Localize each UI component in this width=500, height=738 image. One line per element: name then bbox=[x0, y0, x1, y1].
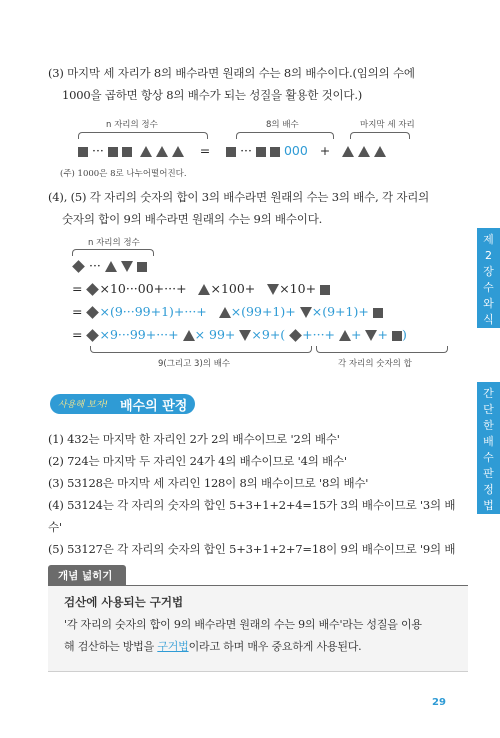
expr-2a: ×10···00+···+ bbox=[99, 281, 187, 296]
expr-3c: ×(9+1)+ bbox=[311, 304, 369, 319]
diamond-shape bbox=[87, 283, 100, 296]
diagram1-expression bbox=[78, 143, 386, 158]
brace-multiple-3-9 bbox=[90, 346, 312, 353]
diagram-digit-sum bbox=[60, 236, 470, 376]
chapter-tab-char: 수 bbox=[483, 281, 494, 294]
para3 bbox=[48, 62, 468, 106]
expr-line-4 bbox=[72, 327, 407, 342]
label-multiple-8: 8의 배수 bbox=[266, 120, 299, 130]
chapter-tab-char: 2 bbox=[485, 249, 492, 262]
example-item: (5) 53127은 각 자리의 숫자의 합인 5+3+1+2+7=18이 9의 배수이므로 '9의 배 bbox=[48, 542, 456, 556]
triangle-shape bbox=[342, 146, 354, 157]
section-title: 배수의 판정법 bbox=[120, 399, 188, 433]
square-shape bbox=[108, 147, 118, 157]
down-triangle-shape bbox=[239, 330, 251, 341]
chapter-tab-char: 장 bbox=[483, 265, 494, 278]
concept-body2-post: 이라고 하며 매우 중요하게 사용된다. bbox=[188, 640, 362, 653]
square-shape bbox=[78, 147, 88, 157]
diamond-shape bbox=[72, 260, 85, 273]
equals-sign: = bbox=[72, 304, 83, 319]
topic-tab-char: 단 bbox=[483, 403, 494, 416]
down-triangle-shape bbox=[121, 261, 133, 272]
para45 bbox=[48, 186, 468, 230]
section-header bbox=[50, 394, 195, 433]
topic-tab[interactable] bbox=[477, 382, 500, 514]
expr-3a: ×(9···99+1)+···+ bbox=[99, 304, 207, 319]
chapter-tab-char: 제 bbox=[483, 233, 494, 246]
square-shape bbox=[373, 308, 383, 318]
para45-line1: (4), (5) 각 자리의 숫자의 합이 3의 배수라면 원래의 수는 3의 배수, 각 자리의 bbox=[48, 190, 430, 204]
triangle-shape bbox=[172, 146, 184, 157]
expr-4d: +···+ bbox=[302, 327, 336, 342]
brace-digit-sum bbox=[316, 346, 448, 353]
topic-tab-char: 간 bbox=[483, 387, 494, 400]
equals-sign: = bbox=[72, 281, 83, 296]
topic-tab-char: 판 bbox=[483, 467, 494, 480]
triangle-shape bbox=[156, 146, 168, 157]
triangle-shape bbox=[219, 307, 231, 318]
dots: ··· bbox=[91, 143, 104, 158]
expr-line-1 bbox=[72, 258, 147, 273]
dots: ··· bbox=[88, 258, 101, 273]
expr-4f: + bbox=[377, 327, 388, 342]
diamond-shape bbox=[87, 306, 100, 319]
expr-3b: ×(99+1)+ bbox=[230, 304, 296, 319]
example-item: (1) 432는 마지막 한 자리인 2가 2의 배수이므로 '2의 배수' bbox=[48, 432, 340, 446]
triangle-shape bbox=[374, 146, 386, 157]
topic-tab-char: 수 bbox=[483, 451, 494, 464]
expr-2c: ×10+ bbox=[279, 281, 317, 296]
square-shape bbox=[137, 262, 147, 272]
expr-4c: ×9+( bbox=[251, 327, 286, 342]
square-shape bbox=[270, 147, 280, 157]
label-digit-sum: 각 자리의 숫자의 합 bbox=[338, 359, 412, 369]
dots: ··· bbox=[240, 143, 252, 158]
triangle-shape bbox=[339, 330, 351, 341]
para3-line2: 1000을 곱하면 항상 8의 배수가 되는 성질을 활용한 것이다.) bbox=[62, 88, 363, 102]
triangle-shape bbox=[183, 330, 195, 341]
examples-list bbox=[48, 428, 468, 582]
example-item: (3) 53128은 마지막 세 자리인 128이 8의 배수이므로 '8의 배수' bbox=[48, 476, 369, 490]
para45-line2: 숫자의 합이 9의 배수라면 원래의 수는 9의 배수이다. bbox=[62, 212, 323, 226]
concept-body-line2 bbox=[64, 636, 459, 658]
label-n-digit-2: n 자리의 정수 bbox=[88, 238, 140, 248]
down-triangle-shape bbox=[365, 330, 377, 341]
triangle-shape bbox=[105, 261, 117, 272]
expr-line-2 bbox=[72, 281, 330, 296]
square-shape bbox=[320, 285, 330, 295]
square-shape bbox=[392, 331, 402, 341]
topic-tab-char: 한 bbox=[483, 419, 494, 432]
square-shape bbox=[122, 147, 132, 157]
label-last-three: 마지막 세 자리 bbox=[360, 120, 415, 130]
triangle-shape bbox=[358, 146, 370, 157]
label-multiple-3-9: 9(그리고 3)의 배수 bbox=[158, 359, 231, 369]
expr-4e: + bbox=[351, 327, 362, 342]
concept-body bbox=[64, 614, 459, 658]
topic-tab-char: 배 bbox=[483, 435, 494, 448]
concept-box bbox=[48, 585, 468, 672]
concept-body-line1: '각 자리의 숫자의 합이 9의 배수라면 원래의 수는 9의 배수'라는 성질을 이용 bbox=[64, 618, 422, 631]
zeros: 000 bbox=[283, 143, 308, 158]
down-triangle-shape bbox=[300, 307, 312, 318]
concept-body2-pre: 해 검산하는 방법을 bbox=[64, 640, 158, 653]
chapter-tab-char: 와 bbox=[483, 297, 494, 310]
triangle-shape bbox=[140, 146, 152, 157]
brace-multiple-8 bbox=[236, 132, 334, 139]
diamond-shape bbox=[289, 329, 302, 342]
expr-4g: ) bbox=[401, 327, 407, 342]
topic-tab-char: 정 bbox=[483, 483, 494, 496]
page-number: 29 bbox=[432, 697, 446, 708]
concept-term: 구거법 bbox=[157, 640, 189, 653]
square-shape bbox=[256, 147, 266, 157]
concept-tab-label: 개념 넓히기 bbox=[58, 570, 113, 582]
brace-n-digit-2 bbox=[72, 249, 154, 256]
label-n-digit: n 자리의 정수 bbox=[106, 120, 158, 130]
chapter-tab[interactable] bbox=[477, 228, 500, 328]
expr-2b: ×100+ bbox=[210, 281, 256, 296]
expr-4b: × 99+ bbox=[194, 327, 236, 342]
example-item: (4) 53124는 각 자리의 숫자의 합인 5+3+1+2+4=15가 3의 배수이므로 '3의 배수' bbox=[48, 498, 456, 534]
para3-line1: (3) 마지막 세 자리가 8의 배수라면 원래의 수는 8의 배수이다.(임의의 수에 bbox=[48, 66, 415, 80]
diamond-shape bbox=[87, 329, 100, 342]
expr-line-3 bbox=[72, 304, 383, 319]
section-badge: 사용해 보자! bbox=[58, 400, 108, 410]
topic-tab-char: 법 bbox=[483, 499, 494, 512]
brace-n-digit bbox=[78, 132, 208, 139]
chapter-tab-char: 식 bbox=[483, 313, 494, 326]
equals-sign: = bbox=[72, 327, 83, 342]
note-1000: (주) 1000은 8로 나누어떨어진다. bbox=[60, 169, 187, 179]
triangle-shape bbox=[198, 284, 210, 295]
concept-heading: 검산에 사용되는 구거법 bbox=[64, 595, 184, 609]
square-shape bbox=[226, 147, 236, 157]
concept-tab bbox=[48, 565, 126, 585]
equals-sign: = bbox=[199, 143, 211, 158]
example-item: (2) 724는 마지막 두 자리인 24가 4의 배수이므로 '4의 배수' bbox=[48, 454, 347, 468]
brace-last-three bbox=[350, 132, 410, 139]
down-triangle-shape bbox=[267, 284, 279, 295]
expr-4a: ×9···99+···+ bbox=[99, 327, 179, 342]
plus-sign: + bbox=[319, 143, 331, 158]
